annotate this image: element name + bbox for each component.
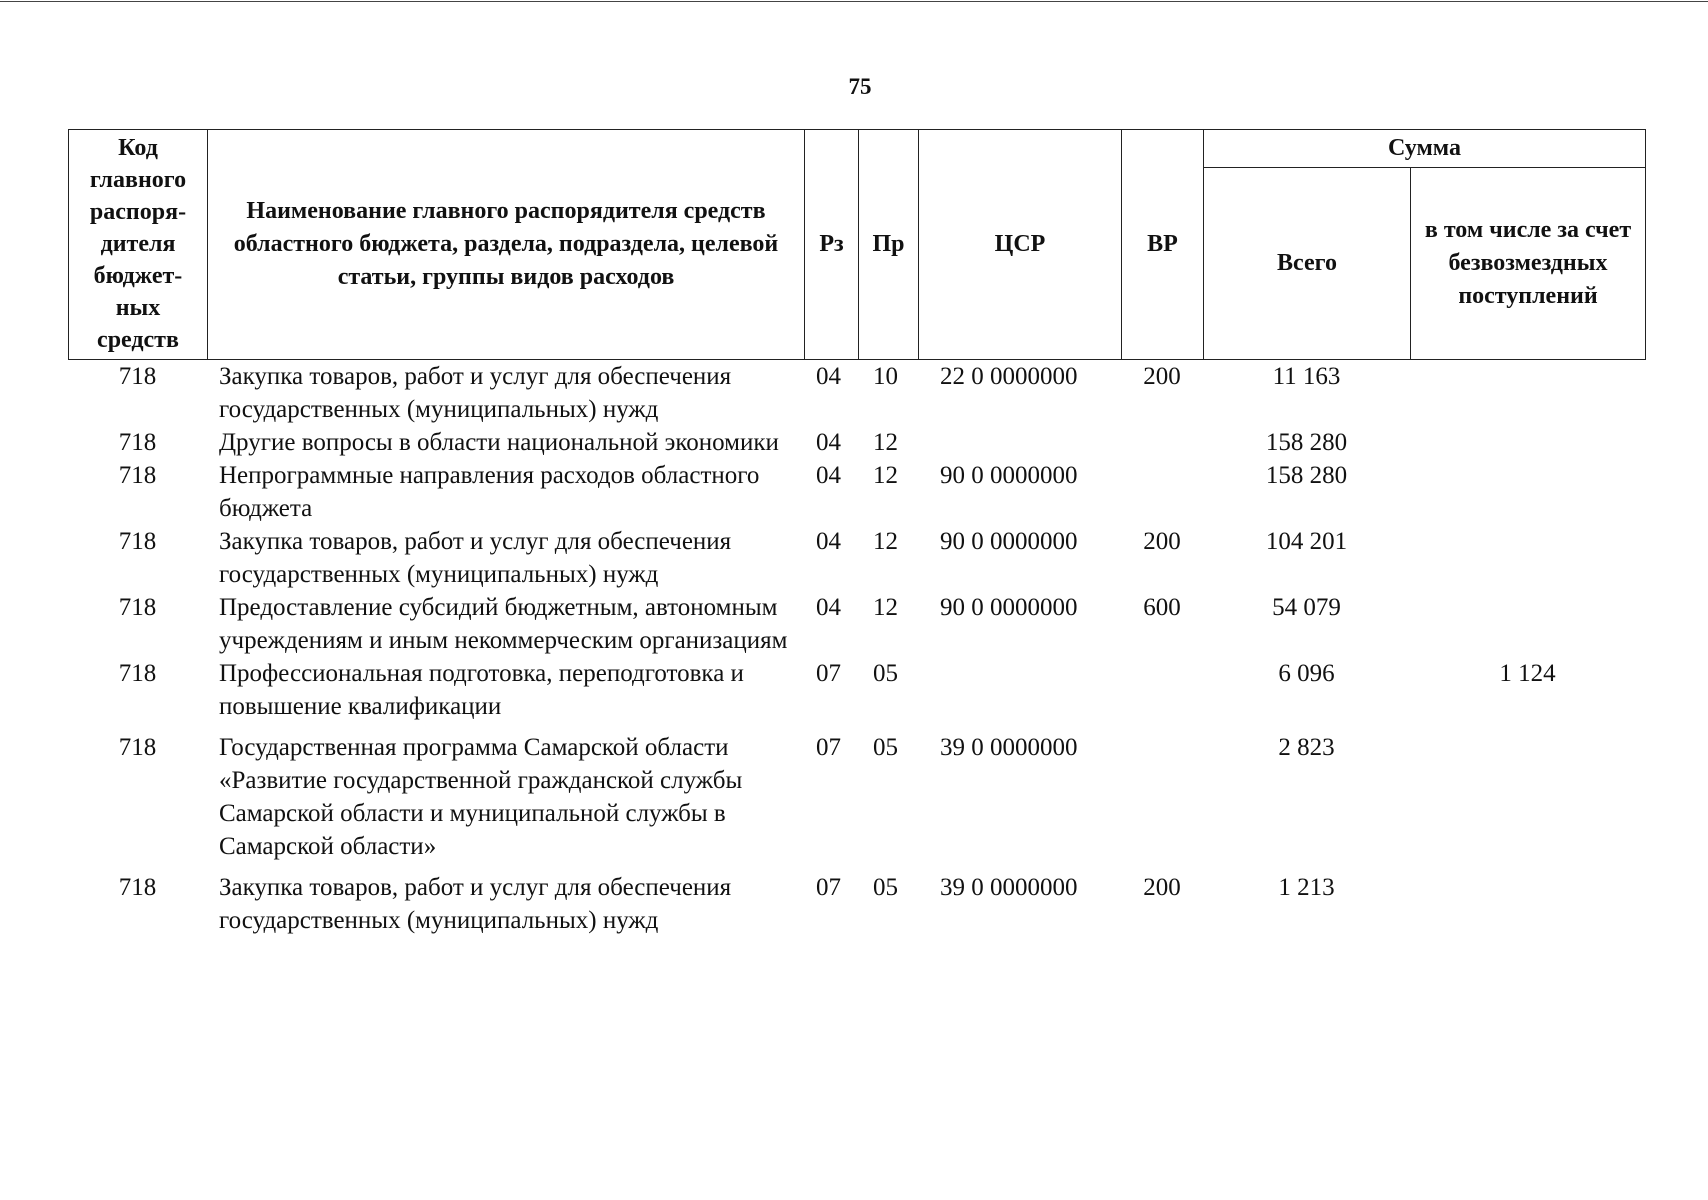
cell-free: [1410, 525, 1645, 591]
cell-free: [1410, 426, 1645, 459]
cell-name: Профессиональная подготовка, переподготовка и повышение квалификации: [219, 660, 744, 720]
cell-name: Непрограммные направления расходов областного бюджета: [219, 462, 760, 522]
cell-rz: 04: [816, 429, 841, 456]
cell-free: [1410, 360, 1645, 426]
cell-pr: 12: [873, 594, 898, 621]
cell-vr: [1121, 459, 1203, 525]
table-row: [68, 525, 1645, 591]
cell-csr: 22 0 0000000: [940, 363, 1078, 390]
cell-name: Государственная программа Самарской области «Развитие государственной гражданской службы Самарской области и муниципальной службы в Самарской области»: [219, 734, 743, 860]
table-rows: [68, 360, 1645, 937]
cell-pr: 05: [873, 874, 898, 901]
table-row: [68, 360, 1645, 426]
cell-total: 11 163: [1272, 363, 1341, 390]
cell-vr: 200: [1143, 874, 1181, 901]
budget-table-header: [68, 129, 1646, 360]
cell-code: 718: [118, 363, 157, 390]
cell-rz: 04: [816, 363, 841, 390]
cell-name: Предоставление субсидий бюджетным, автономным учреждениям и иным некоммерческим организациям: [219, 594, 788, 654]
cell-pr: 12: [873, 429, 898, 456]
cell-rz: 04: [816, 528, 841, 555]
header-total: Всего: [1204, 168, 1411, 360]
cell-csr: [918, 657, 1121, 731]
cell-rz: 04: [816, 594, 841, 621]
budget-table-body: [68, 360, 1645, 937]
cell-total: 6 096: [1278, 660, 1335, 687]
cell-vr: 200: [1143, 363, 1181, 390]
cell-csr: 39 0 0000000: [940, 734, 1078, 761]
cell-rz: 07: [816, 660, 841, 687]
cell-csr: 39 0 0000000: [940, 874, 1078, 901]
cell-code: 718: [118, 462, 157, 489]
cell-pr: 10: [873, 363, 898, 390]
cell-total: 158 280: [1265, 462, 1348, 489]
cell-total: 54 079: [1272, 594, 1341, 621]
cell-code: 718: [118, 734, 157, 761]
cell-code: 718: [118, 528, 157, 555]
cell-csr: [918, 426, 1121, 459]
cell-code: 718: [118, 874, 157, 901]
cell-pr: 05: [873, 734, 898, 761]
cell-csr: 90 0 0000000: [940, 528, 1078, 555]
cell-total: 2 823: [1278, 734, 1335, 761]
cell-vr: 600: [1143, 594, 1181, 621]
cell-pr: 05: [873, 660, 898, 687]
cell-total: 158 280: [1265, 429, 1348, 456]
cell-code: 718: [118, 594, 157, 621]
cell-vr: [1121, 657, 1203, 731]
top-border-line: [0, 1, 1708, 2]
header-free: в том числе за счет безвозмездных поступлений: [1411, 168, 1646, 360]
cell-csr: 90 0 0000000: [940, 462, 1078, 489]
table-row: [68, 657, 1645, 731]
table-row: [68, 591, 1645, 657]
table-row: [68, 871, 1645, 937]
cell-csr: 90 0 0000000: [940, 594, 1078, 621]
cell-vr: 200: [1143, 528, 1181, 555]
table-row: [68, 459, 1645, 525]
header-rz: Рз: [805, 130, 859, 360]
cell-rz: 04: [816, 462, 841, 489]
cell-name: Закупка товаров, работ и услуг для обеспечения государственных (муниципальных) нужд: [219, 363, 732, 423]
header-name: Наименование главного распорядителя средств областного бюджета, раздела, подраздела, целевой статьи, группы видов расходов: [208, 130, 805, 360]
cell-free: [1410, 731, 1645, 871]
cell-total: 1 213: [1278, 874, 1335, 901]
cell-code: 718: [118, 660, 157, 687]
page-number: 75: [848, 74, 872, 99]
cell-free: [1410, 459, 1645, 525]
cell-pr: 12: [873, 462, 898, 489]
cell-name: Другие вопросы в области национальной экономики: [219, 429, 779, 456]
cell-total: 104 201: [1265, 528, 1348, 555]
table-row: [68, 731, 1645, 871]
cell-rz: 07: [816, 874, 841, 901]
cell-free: [1410, 871, 1645, 937]
cell-vr: [1121, 426, 1203, 459]
cell-rz: 07: [816, 734, 841, 761]
header-vr: ВР: [1122, 130, 1204, 360]
cell-vr: [1121, 731, 1203, 871]
header-pr: Пр: [859, 130, 919, 360]
cell-code: 718: [118, 429, 157, 456]
header-csr: ЦСР: [919, 130, 1122, 360]
header-sum: Сумма: [1204, 130, 1646, 168]
cell-free: 1 124: [1499, 660, 1556, 687]
table-row: [68, 426, 1645, 459]
cell-name: Закупка товаров, работ и услуг для обеспечения государственных (муниципальных) нужд: [219, 528, 732, 588]
cell-name: Закупка товаров, работ и услуг для обеспечения государственных (муниципальных) нужд: [219, 874, 732, 934]
header-code: Код главного распоря- дителя бюджет- ных средств: [69, 130, 208, 360]
cell-free: [1410, 591, 1645, 657]
cell-pr: 12: [873, 528, 898, 555]
